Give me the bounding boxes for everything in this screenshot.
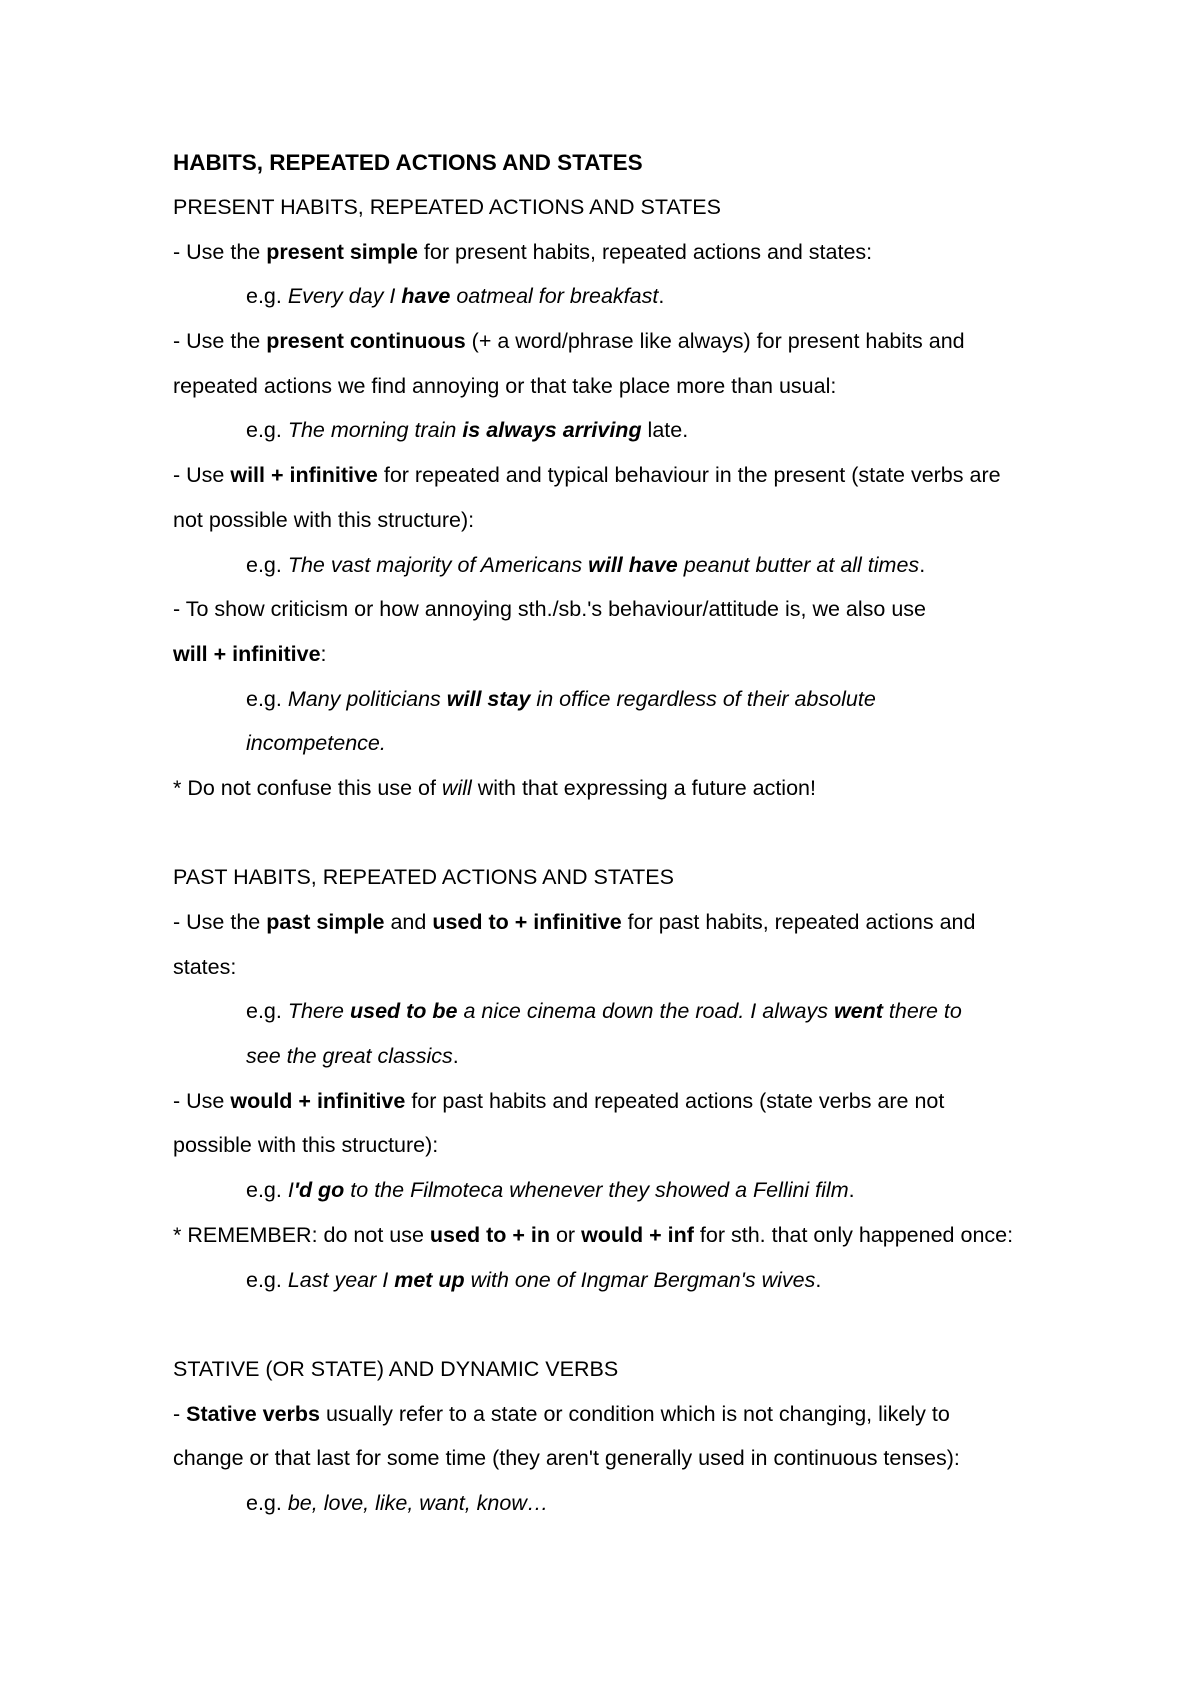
example-used-to-cont: see the great classics. [246, 1044, 459, 1069]
example-stative: e.g. be, love, like, want, know… [246, 1490, 549, 1515]
document-page [173, 140, 1073, 1526]
rule-present-continuous: - Use the present continuous (+ a word/phrase like always) for present habits and [173, 329, 965, 354]
rule-criticism-cont: will + infinitive: [173, 641, 327, 666]
example-used-to: e.g. There used to be a nice cinema down the road. I always went there to [246, 999, 962, 1024]
rule-would-infinitive: - Use would + infinitive for past habits and repeated actions (state verbs are not [173, 1088, 945, 1113]
spacer [173, 1302, 1073, 1347]
rule-will-infinitive-cont: not possible with this structure): [173, 507, 475, 532]
rule-stative-verbs-cont: change or that last for some time (they aren't generally used in continuous tenses): [173, 1446, 960, 1471]
section-heading-present: PRESENT HABITS, REPEATED ACTIONS AND STATES [173, 195, 721, 219]
note-will-future: * Do not confuse this use of will with that expressing a future action! [173, 775, 816, 800]
rule-will-infinitive: - Use will + infinitive for repeated and typical behaviour in the present (state verbs are [173, 463, 1001, 488]
example-criticism: e.g. Many politicians will stay in office regardless of their absolute [246, 686, 876, 711]
rule-present-simple: - Use the present simple for present habits, repeated actions and states: [173, 239, 873, 264]
note-remember: * REMEMBER: do not use used to + in or would + inf for sth. that only happened once: [173, 1222, 1014, 1247]
rule-past-simple-cont: states: [173, 954, 237, 979]
document-title: HABITS, REPEATED ACTIONS AND STATES [173, 150, 643, 175]
rule-would-infinitive-cont: possible with this structure): [173, 1133, 439, 1158]
rule-past-simple: - Use the past simple and used to + infinitive for past habits, repeated actions and [173, 910, 976, 934]
section-heading-past: PAST HABITS, REPEATED ACTIONS AND STATES [173, 865, 674, 890]
spacer [173, 811, 1073, 856]
section-heading-stative: STATIVE (OR STATE) AND DYNAMIC VERBS [173, 1356, 619, 1381]
example-present-simple: e.g. Every day I have oatmeal for breakfast. [246, 284, 665, 309]
example-criticism-cont: incompetence. [246, 731, 386, 756]
example-present-continuous: e.g. The morning train is always arriving late. [246, 418, 689, 443]
rule-criticism: - To show criticism or how annoying sth./sb.'s behaviour/attitude is, we also use [173, 597, 926, 622]
example-once: e.g. Last year I met up with one of Ingmar Bergman's wives. [246, 1267, 822, 1292]
rule-present-continuous-cont: repeated actions we find annoying or that take place more than usual: [173, 373, 837, 398]
rule-stative-verbs: - Stative verbs usually refer to a state or condition which is not changing, likely to [173, 1401, 950, 1426]
example-would: e.g. I'd go to the Filmoteca whenever they showed a Fellini film. [246, 1178, 855, 1203]
example-will-infinitive: e.g. The vast majority of Americans will have peanut butter at all times. [246, 552, 926, 577]
